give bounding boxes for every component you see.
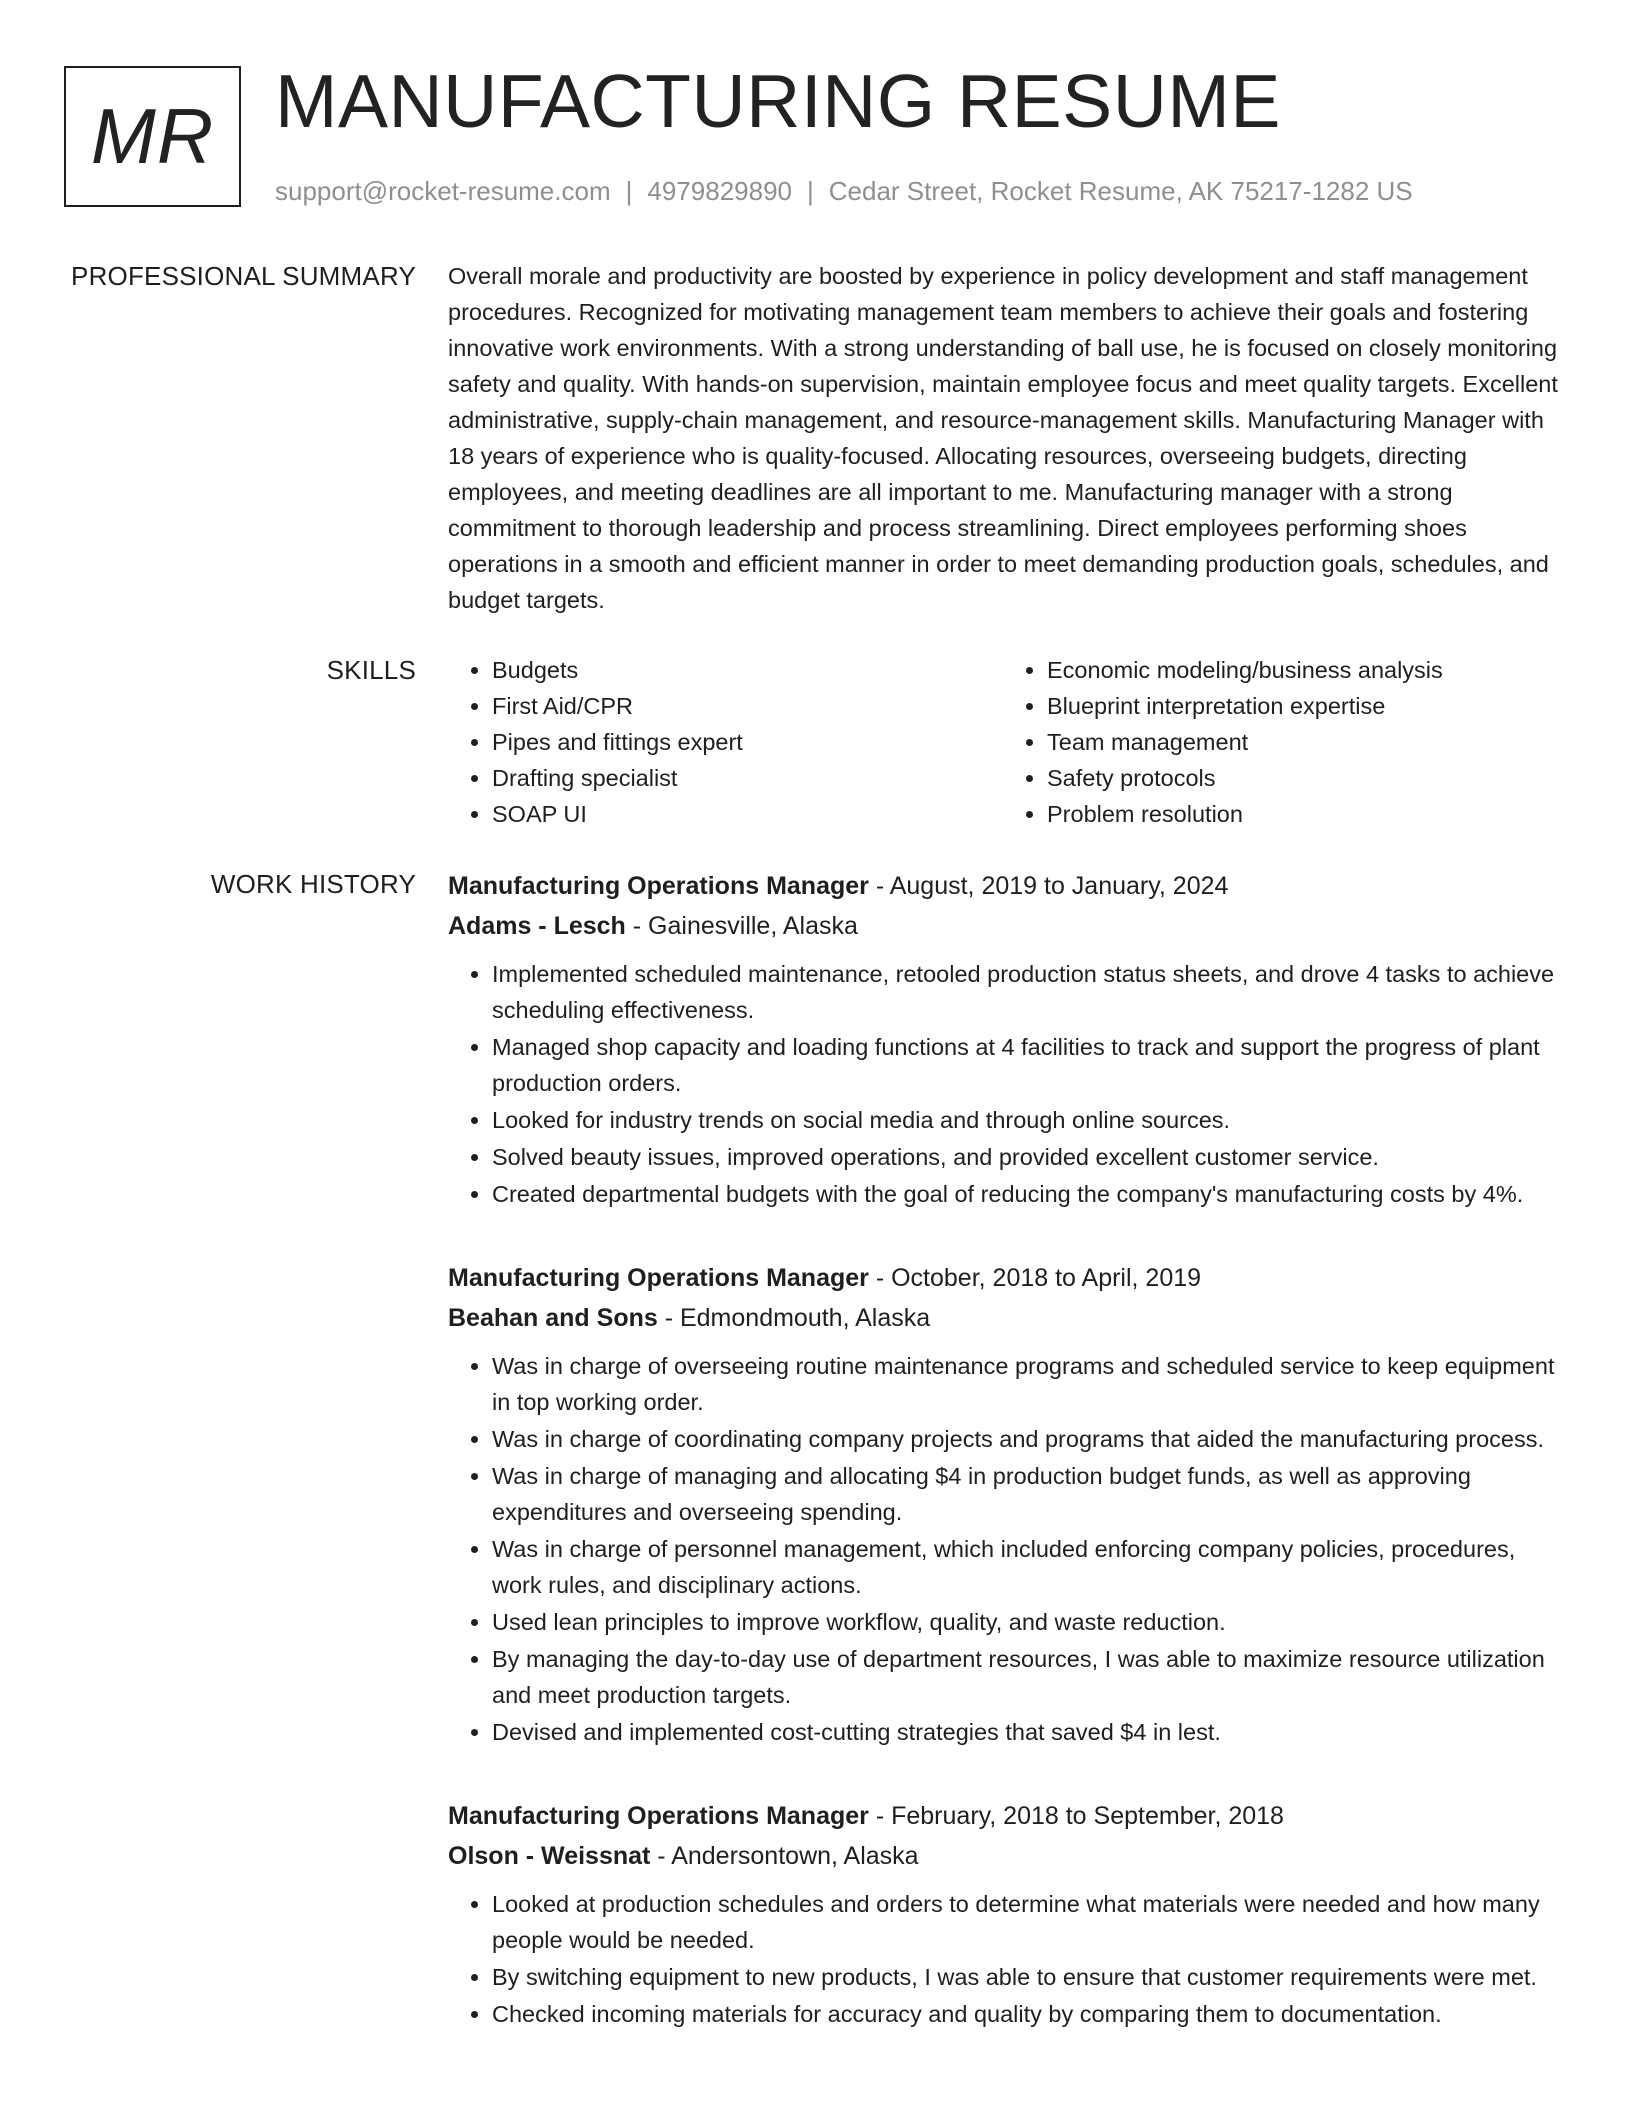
contact-separator: | [625, 176, 633, 206]
job-bullet: • Checked incoming materials for accuracy and quality by comparing them to documentation. [492, 1996, 1558, 2032]
job-bullet: • Was in charge of managing and allocating $4 in production budget funds, as well as approving expenditures and overseeing spending. [492, 1458, 1558, 1530]
skill-item: • Pipes and fittings expert [492, 724, 1003, 760]
job-bullet: • By switching equipment to new products, I was able to ensure that customer requirements were met. [492, 1959, 1558, 1995]
contact-phone[interactable]: 4979829890 [647, 176, 792, 206]
job-bullets [448, 1886, 1558, 2032]
job-heading [448, 1796, 1558, 1836]
job-bullet: • Looked for industry trends on social media and through online sources. [492, 1102, 1558, 1138]
job-bullet: • By managing the day-to-day use of department resources, I was able to maximize resource utilization and meet production targets. [492, 1641, 1558, 1713]
job-entry [448, 1796, 1558, 2032]
job-bullet: • Was in charge of overseeing routine maintenance programs and scheduled service to keep equipment in top working order. [492, 1348, 1558, 1420]
contact-address: Cedar Street, Rocket Resume, AK 75217-1282 US [828, 176, 1413, 206]
job-dates: - August, 2019 to January, 2024 [868, 872, 1229, 900]
job-bullet: • Used lean principles to improve workflow, quality, and waste reduction. [492, 1604, 1558, 1640]
job-bullet: • Was in charge of personnel management, which included enforcing company policies, procedures, work rules, and disciplinary actions. [492, 1531, 1558, 1603]
skill-item: • Blueprint interpretation expertise [1047, 688, 1558, 724]
job-bullet: • Solved beauty issues, improved operations, and provided excellent customer service. [492, 1139, 1558, 1175]
job-bullets [448, 956, 1558, 1212]
skill-item: • Economic modeling/business analysis [1047, 652, 1558, 688]
job-dates: - October, 2018 to April, 2019 [868, 1264, 1202, 1292]
skill-item: • Problem resolution [1047, 796, 1558, 832]
section-label-skills: SKILLS [326, 655, 416, 685]
job-location: - Gainesville, Alaska [625, 912, 858, 940]
skill-item: • Budgets [492, 652, 1003, 688]
contact-email[interactable]: support@rocket-resume.com [275, 176, 611, 206]
job-entry [448, 1258, 1558, 1750]
job-title: Manufacturing Operations Manager [448, 1802, 869, 1830]
job-company: Olson - Weissnat [448, 1842, 651, 1870]
skill-item: • Safety protocols [1047, 760, 1558, 796]
skill-item: • Team management [1047, 724, 1558, 760]
section-label-work-history: WORK HISTORY [210, 869, 416, 899]
job-entry [448, 866, 1558, 1212]
section-label-summary: PROFESSIONAL SUMMARY [71, 261, 416, 291]
skill-item: • First Aid/CPR [492, 688, 1003, 724]
job-bullet: • Implemented scheduled maintenance, retooled production status sheets, and drove 4 tasks to achieve scheduling effectiveness. [492, 956, 1558, 1028]
skill-item: • SOAP UI [492, 796, 1003, 832]
job-company-line [448, 1298, 1558, 1338]
job-heading [448, 866, 1558, 906]
skills-list-right [1003, 652, 1558, 832]
job-bullet: • Created departmental budgets with the goal of reducing the company's manufacturing costs by 4%. [492, 1176, 1558, 1212]
job-company-line [448, 1836, 1558, 1876]
job-location: - Andersontown, Alaska [650, 1842, 919, 1870]
job-location: - Edmondmouth, Alaska [657, 1304, 931, 1332]
job-dates: - February, 2018 to September, 2018 [868, 1802, 1284, 1830]
job-bullets [448, 1348, 1558, 1750]
page-title: MANUFACTURING RESUME [275, 59, 1281, 143]
job-company: Beahan and Sons [448, 1304, 658, 1332]
job-bullet: • Was in charge of coordinating company projects and programs that aided the manufacturing process. [492, 1421, 1558, 1457]
job-title: Manufacturing Operations Manager [448, 872, 869, 900]
contact-separator: | [807, 176, 814, 206]
job-bullet: • Looked at production schedules and orders to determine what materials were needed and how many people would be needed. [492, 1886, 1558, 1958]
job-heading [448, 1258, 1558, 1298]
job-bullet: • Managed shop capacity and loading functions at 4 facilities to track and support the progress of plant production orders. [492, 1029, 1558, 1101]
skill-item: • Drafting specialist [492, 760, 1003, 796]
summary-text: Overall morale and productivity are boosted by experience in policy development and staff management procedures. Recognized for motivating management team members to achieve their goals and fostering innovative work environments. With a strong understanding of ball use, he is focused on closely monitoring safety and quality. With hands-on supervision, maintain employee focus and meet quality targets. Excellent administrative, supply-chain management, and resource-management skills. Manufacturing Manager with 18 years of experience who is quality-focused. Allocating resources, overseeing budgets, directing employees, and meeting deadlines are all important to me. Manufacturing manager with a strong commitment to thorough leadership and process streamlining. Direct employees performing shoes operations in a smooth and efficient manner in order to meet demanding production goals, schedules, and budget targets. [448, 263, 1558, 613]
job-title: Manufacturing Operations Manager [448, 1264, 869, 1292]
contact-line [275, 174, 1413, 208]
job-company: Adams - Lesch [448, 912, 626, 940]
monogram-logo: MR [64, 66, 241, 207]
job-company-line [448, 906, 1558, 946]
skills-list-left [448, 652, 1003, 832]
job-bullet: • Devised and implemented cost-cutting strategies that saved $4 in lest. [492, 1714, 1558, 1750]
